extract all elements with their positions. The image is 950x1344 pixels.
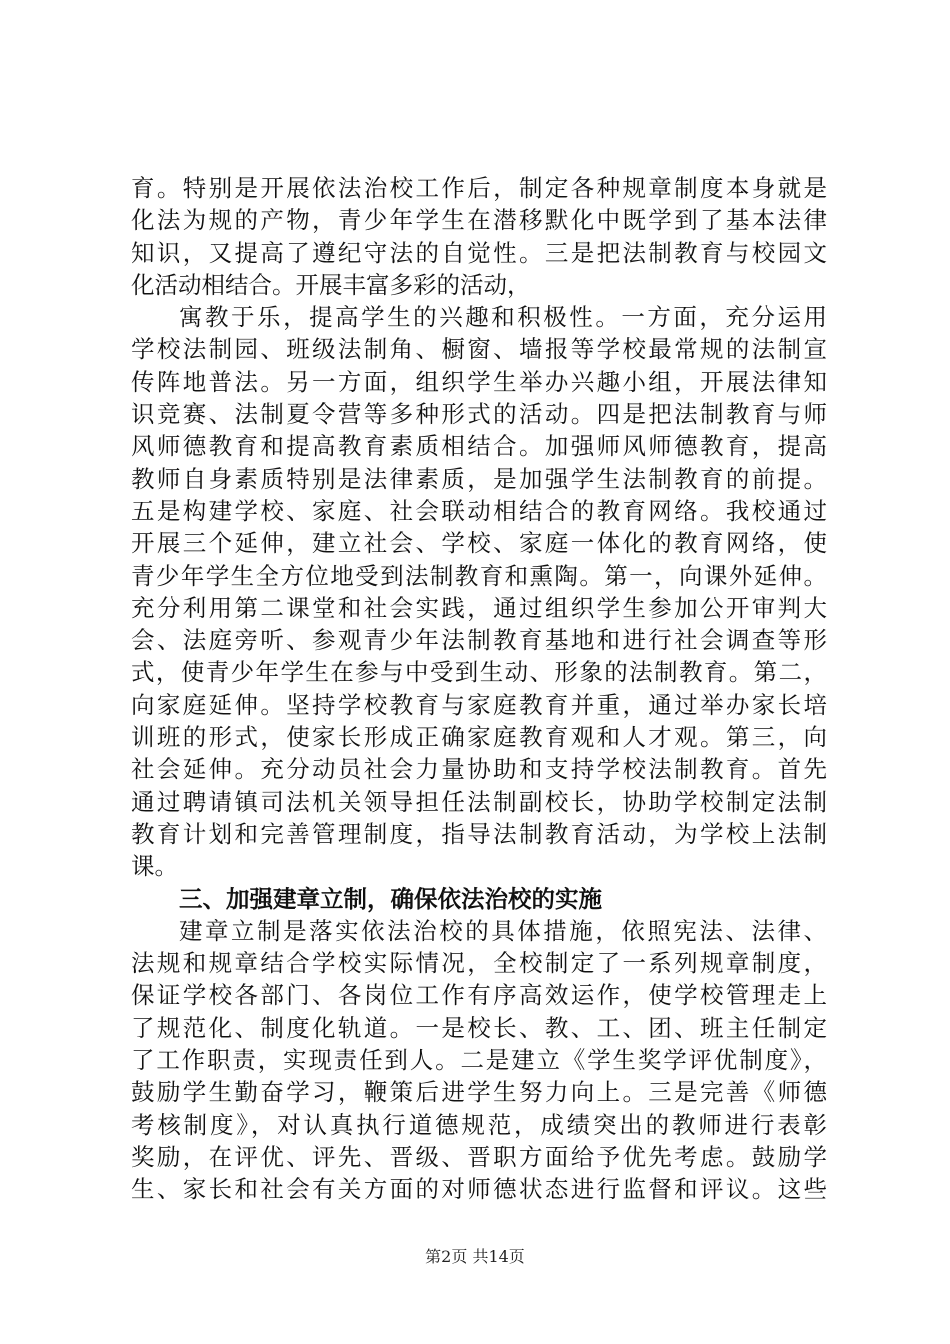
text-line: 开展三个延伸，建立社会、学校、家庭一体化的教育网络，使 [131, 529, 827, 558]
text-line: 社会延伸。充分动员社会力量协助和支持学校法制教育。首先 [131, 755, 827, 784]
text-line: 教师自身素质特别是法律素质，是加强学生法制教育的前提。 [131, 464, 827, 493]
text-line: 寓教于乐，提高学生的兴趣和积极性。一方面，充分运用 [179, 303, 827, 332]
text-line: 育。特别是开展依法治校工作后，制定各种规章制度本身就是 [131, 174, 827, 202]
text-line: 课。 [131, 852, 178, 881]
text-line: 考核制度》，对认真执行道德规范，成绩突出的教师进行表彰 [131, 1110, 827, 1139]
text-line: 学校法制园、班级法制角、橱窗、墙报等学校最常规的法制宣 [131, 335, 827, 364]
text-line: 奖励，在评优、评先、晋级、晋职方面给予优先考虑。鼓励学 [131, 1142, 827, 1171]
text-line: 风师德教育和提高教育素质相结合。加强师风师德教育，提高 [131, 432, 827, 461]
page-number-footer: 第2页 共14页 [425, 1247, 525, 1266]
text-line: 保证学校各部门、各岗位工作有序高效运作，使学校管理走上 [131, 981, 827, 1010]
text-line: 识竞赛、法制夏令营等多种形式的活动。四是把法制教育与师 [131, 400, 827, 429]
text-line: 化法为规的产物，青少年学生在潜移默化中既学到了基本法律 [131, 206, 827, 235]
text-line: 通过聘请镇司法机关领导担任法制副校长，协助学校制定法制 [131, 787, 827, 816]
text-line: 训班的形式，使家长形成正确家庭教育观和人才观。第三，向 [131, 723, 827, 752]
section-heading: 三、加强建章立制，确保依法治校的实施 [179, 884, 602, 913]
text-line: 建章立制是落实依法治校的具体措施，依照宪法、法律、 [179, 916, 827, 945]
text-line: 青少年学生全方位地受到法制教育和熏陶。第一，向课外延伸。 [131, 561, 827, 590]
text-line: 法规和规章结合学校实际情况，全校制定了一系列规章制度， [131, 949, 827, 978]
document-body [131, 172, 827, 1206]
text-line: 了工作职责，实现责任到人。二是建立《学生奖学评优制度》， [131, 1046, 827, 1075]
text-line: 化活动相结合。开展丰富多彩的活动， [131, 270, 531, 299]
text-line: 生、家长和社会有关方面的对师德状态进行监督和评议。这些 [131, 1175, 827, 1204]
text-line: 充分利用第二课堂和社会实践，通过组织学生参加公开审判大 [131, 593, 827, 622]
text-line: 五是构建学校、家庭、社会联动相结合的教育网络。我校通过 [131, 496, 827, 525]
text-line: 式，使青少年学生在参与中受到生动、形象的法制教育。第二， [131, 658, 827, 687]
text-line: 向家庭延伸。坚持学校教育与家庭教育并重，通过举办家长培 [131, 690, 827, 719]
text-line: 传阵地普法。另一方面，组织学生举办兴趣小组，开展法律知 [131, 367, 827, 396]
text-line: 鼓励学生勤奋学习，鞭策后进学生努力向上。三是完善《师德 [131, 1078, 827, 1107]
text-line: 了规范化、制度化轨道。一是校长、教、工、团、班主任制定 [131, 1013, 827, 1042]
text-line: 会、法庭旁听、参观青少年法制教育基地和进行社会调查等形 [131, 626, 827, 655]
text-line: 知识，又提高了遵纪守法的自觉性。三是把法制教育与校园文 [131, 238, 827, 267]
text-line: 教育计划和完善管理制度，指导法制教育活动，为学校上法制 [131, 819, 827, 848]
